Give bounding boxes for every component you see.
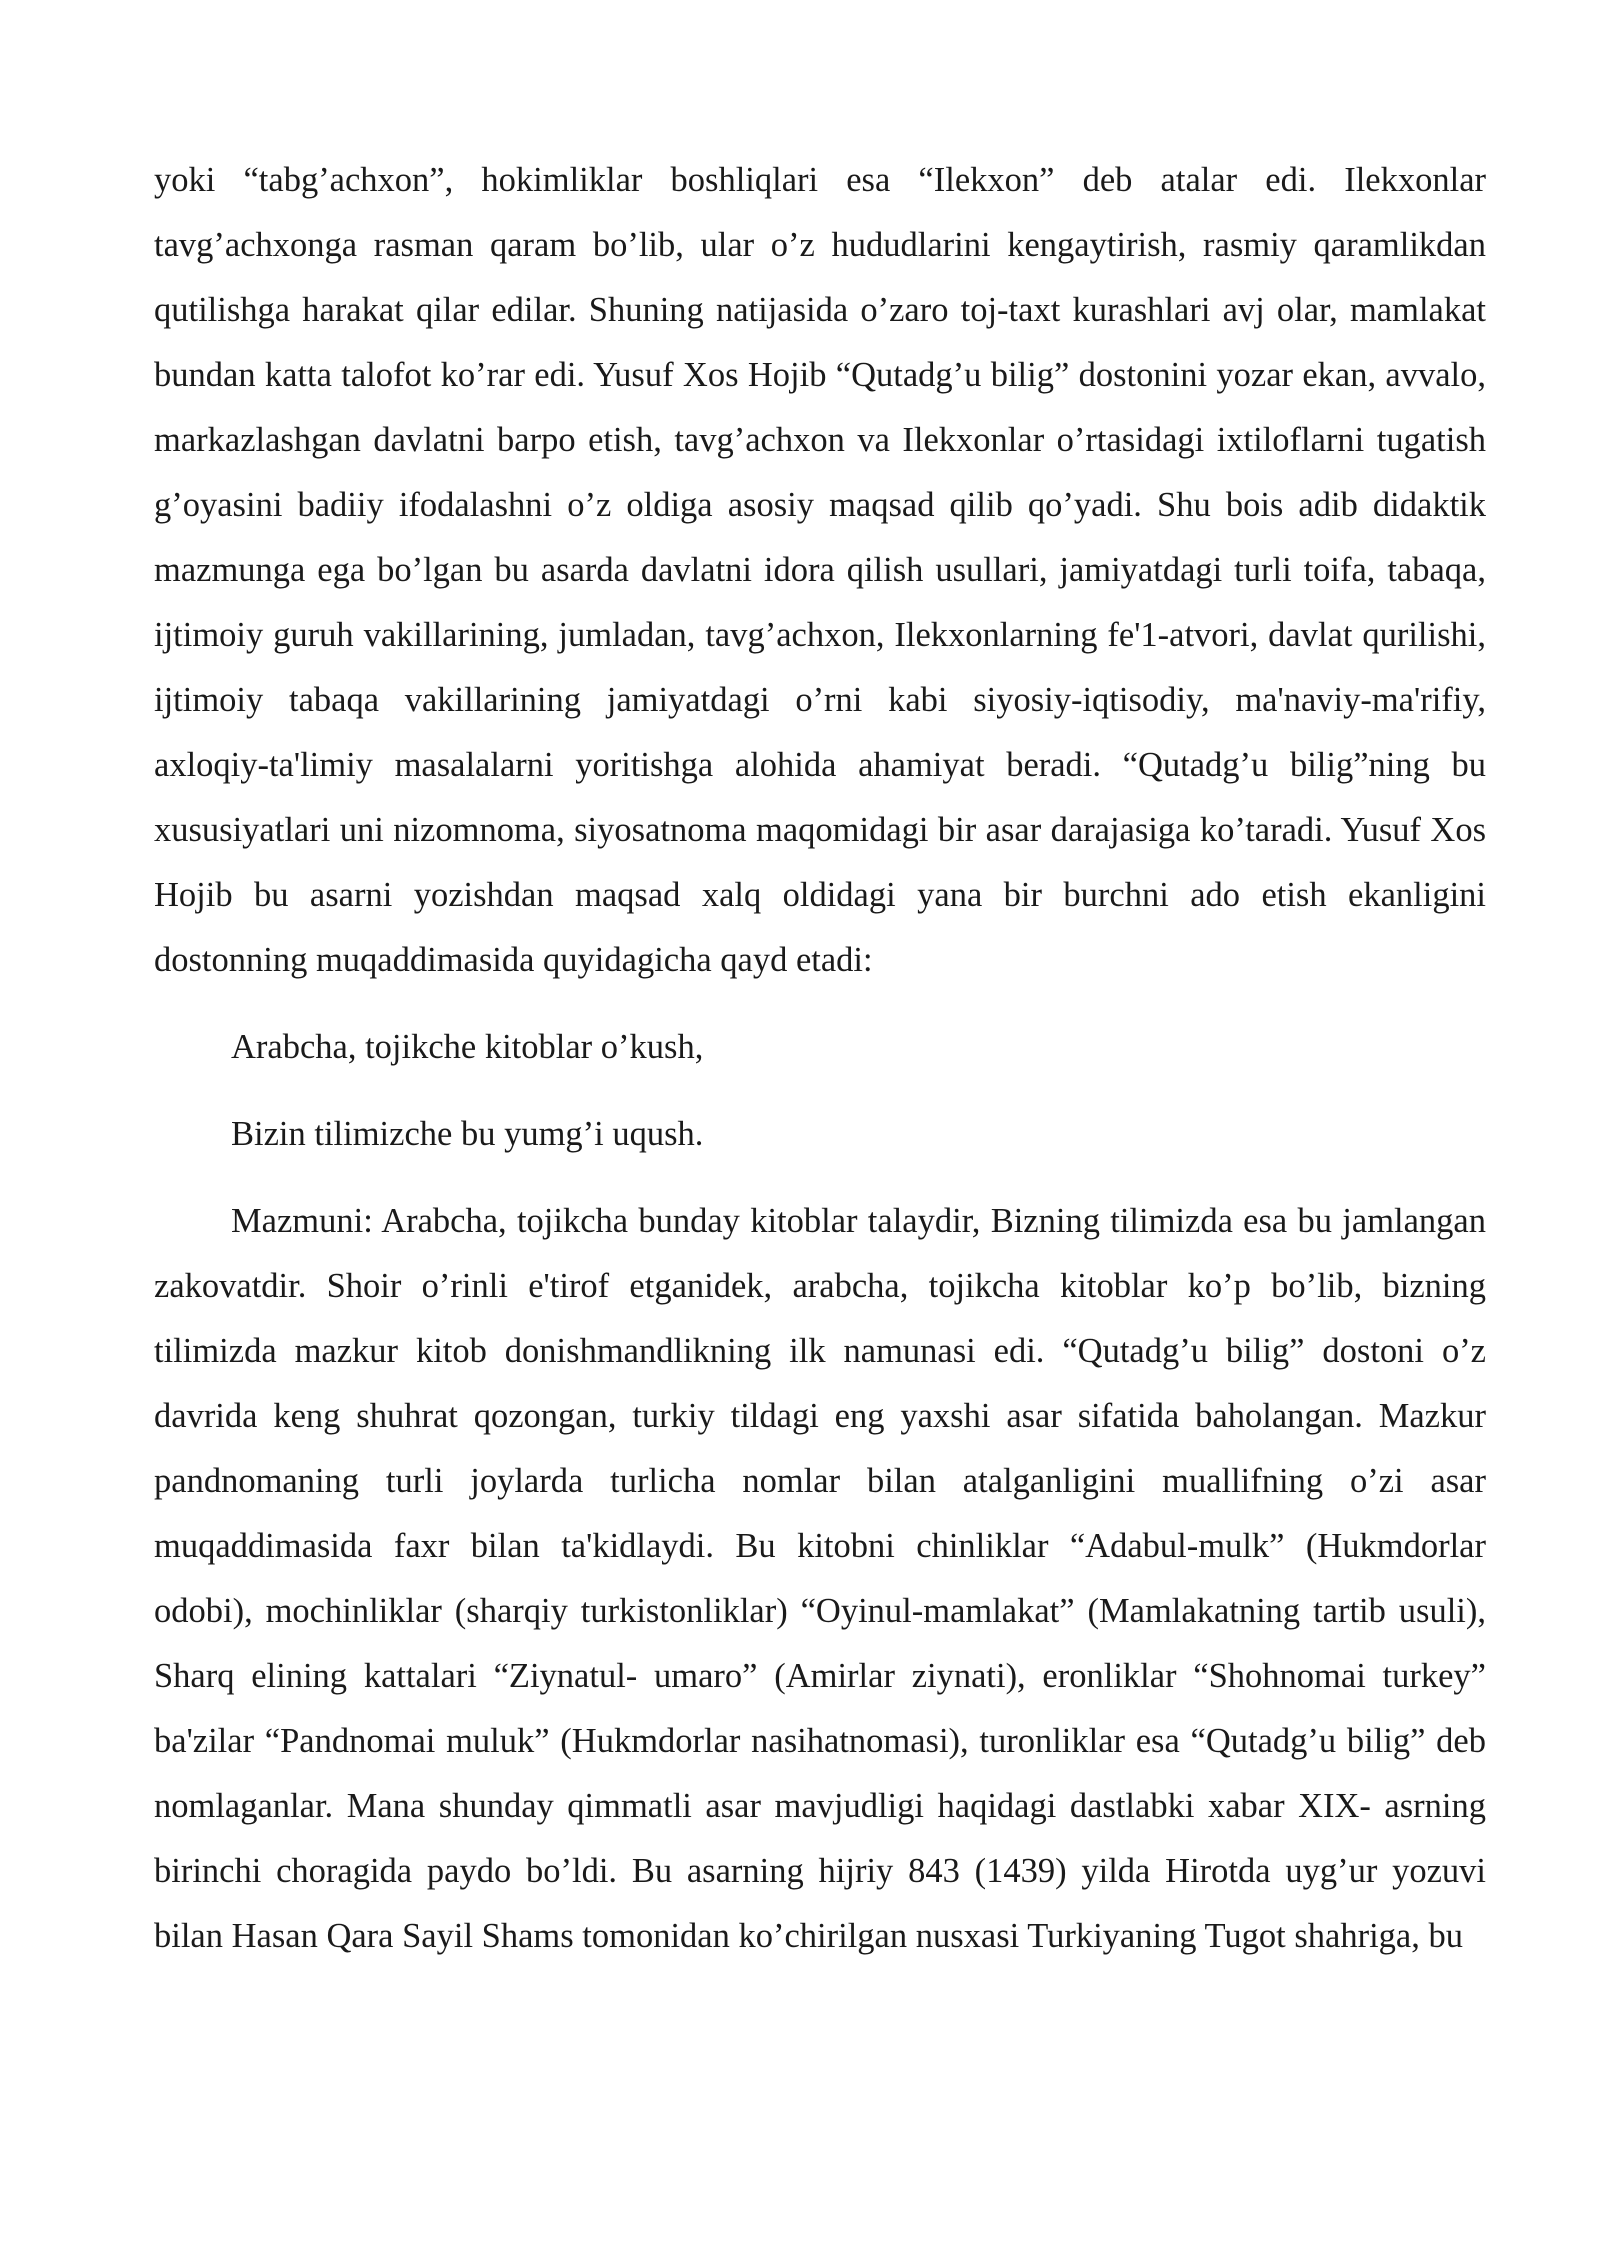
verse-line-1: Arabcha, tojikche kitoblar o’kush,	[231, 1028, 704, 1066]
paragraph-intro: yoki “tabg’achxon”, hokimliklar boshliqlari esa “Ilekxon” deb atalar edi. Ilekxonlar tavg’achxonga rasman qaram bo’lib, ular o’z hududlarini kengaytirish, rasmiy qaramlikdan qutilishga harakat qilar edilar. Shuning natijasida o’zaro toj-taxt kurashlari avj olar, mamlakat bundan katta talofot ko’rar edi. Yusuf Xos Hojib “Qutadg’u bilig” dostonini yozar ekan, avvalo, markazlashgan davlatni barpo etish, tavg’achxon va Ilekxonlar o’rtasidagi ixtiloflarni tugatish g’oyasini badiiy ifodalashni o’z oldiga asosiy maqsad qilib qo’yadi. Shu bois adib didaktik mazmunga ega bo’lgan bu asarda davlatni idora qilish usullari, jamiyatdagi turli toifa, tabaqa, ijtimoiy guruh vakillarining, jumladan, tavg’achxon, Ilekxonlarning fe'1-atvori, davlat qurilishi, ijtimoiy tabaqa vakillarining jamiyatdagi o’rni kabi siyosiy-iqtisodiy, ma'naviy-ma'rifiy, axloqiy-ta'limiy masalalarni yoritishga alohida ahamiyat beradi. “Qutadg’u bilig”ning bu xususiyatlari uni nizomnoma, siyosatnoma maqomidagi bir asar darajasiga ko’taradi. Yusuf Xos Hojib bu asarni yozishdan maqsad xalq oldidagi yana bir burchni ado etish ekanligini dostonning muqaddimasida quyidagicha qayd etadi:	[154, 161, 1486, 979]
body-text	[154, 148, 1486, 1969]
verse-line-2: Bizin tilimizche bu yumg’i uqush.	[231, 1115, 704, 1153]
paragraph-commentary: Mazmuni: Arabcha, tojikcha bunday kitoblar talaydir, Bizning tilimizda esa bu jamlangan zakovatdir. Shoir o’rinli e'tirof etganidek, arabcha, tojikcha kitoblar ko’p bo’lib, bizning tilimizda mazkur kitob donishmandlikning ilk namunasi edi. “Qutadg’u bilig” dostoni o’z davrida keng shuhrat qozongan, turkiy tildagi eng yaxshi asar sifatida baholangan. Mazkur pandnomaning turli joylarda turlicha nomlar bilan atalganligini muallifning o’zi asar muqaddimasida faxr bilan ta'kidlaydi. Bu kitobni chinliklar “Adabul-mulk” (Hukmdorlar odobi), mochinliklar (sharqiy turkistonliklar) “Oyinul-mamlakat” (Mamlakatning tartib usuli), Sharq elining kattalari “Ziynatul- umaro” (Amirlar ziynati), eronliklar “Shohnomai turkey” ba'zilar “Pandnomai muluk” (Hukmdorlar nasihatnomasi), turonliklar esa “Qutadg’u bilig” deb nomlaganlar. Mana shunday qimmatli asar mavjudligi haqidagi dastlabki xabar XIX- asrning birinchi choragida paydo bo’ldi. Bu asarning hijriy 843 (1439) yilda Hirotda uyg’ur yozuvi bilan Hasan Qara Sayil Shams tomonidan ko’chirilgan nusxasi Turkiyaning Tugot shahriga, bu	[154, 1202, 1486, 1955]
